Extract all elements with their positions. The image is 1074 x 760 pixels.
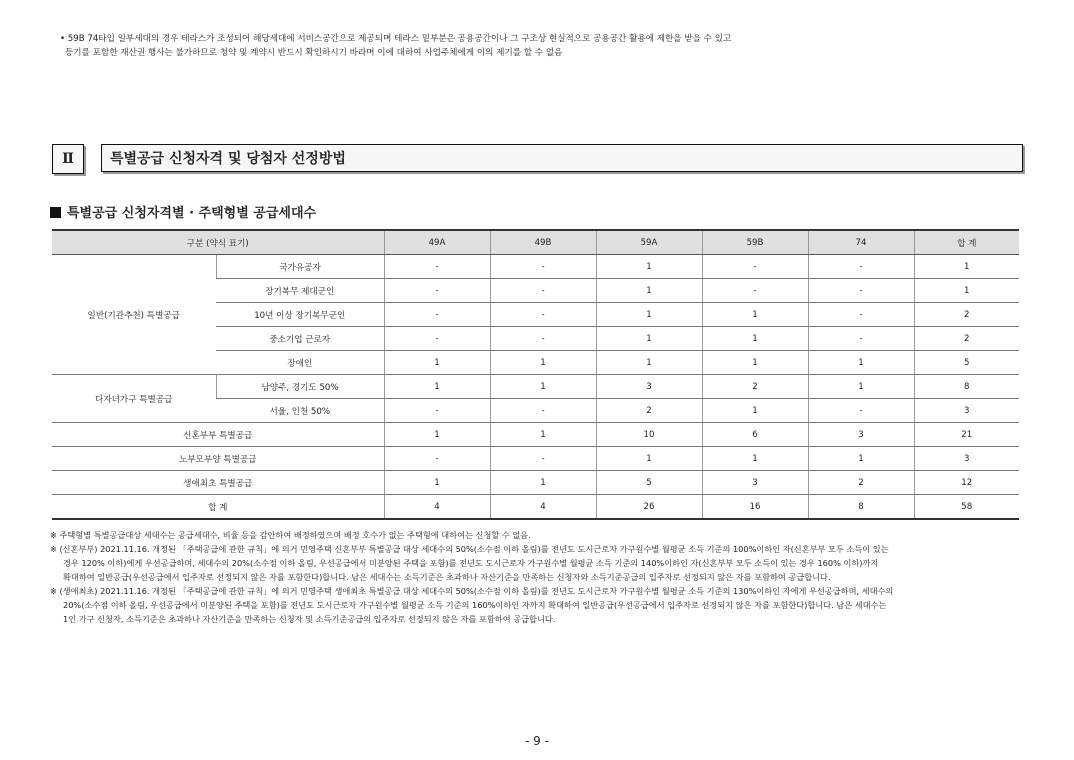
row-label: 생애최초 특별공급 — [52, 471, 384, 495]
cell: 26 — [596, 495, 702, 520]
cell: - — [490, 399, 596, 423]
cell: 16 — [702, 495, 808, 520]
cell: 10 — [596, 423, 702, 447]
cell: - — [384, 447, 490, 471]
square-bullet-icon — [50, 207, 61, 218]
cell: 3 — [914, 399, 1019, 423]
total-label: 합 계 — [52, 495, 384, 520]
supply-table — [52, 229, 1019, 520]
cell: - — [384, 279, 490, 303]
header-59a: 59A — [596, 230, 702, 255]
footnote-3-line-3: 1인 가구 신청자, 소득기준은 초과하나 자산기준을 만족하는 신청자 및 소득기준공급의 입주자로 선정되지 않은 자를 포함하여 공급합니다. — [63, 614, 556, 624]
cell: 1 — [596, 447, 702, 471]
cell: - — [384, 399, 490, 423]
cell: 6 — [702, 423, 808, 447]
cell: 1 — [490, 471, 596, 495]
cell: 1 — [490, 375, 596, 399]
cell: 4 — [490, 495, 596, 520]
cell: 1 — [384, 351, 490, 375]
footnote-2-line-2: 경우 120% 이하)에게 우선공급하며, 세대수의 20%(소수점 이하 올림, 우선공급에서 미분양된 주택을 포함)를 전년도 도시근로자 가구원수별 월평균 소득 기준의 140%이하인 자(신혼부부 모두 소득이 있는 경우 160% 이하)까지 — [63, 558, 879, 568]
cell: 1 — [914, 255, 1019, 279]
cell: - — [490, 327, 596, 351]
cell: 1 — [384, 375, 490, 399]
row-label: 중소기업 근로자 — [216, 327, 384, 351]
cell: 5 — [914, 351, 1019, 375]
footnote-2-line-3: 확대하여 일반공급(우선공급에서 입주자로 선정되지 않은 자를 포함한다)합니다. 남은 세대수는 소득기준은 초과하나 자산기준을 만족하는 신청자와 소득기준공급의 입주자로 선정되지 않은 자를 포함하여 공급합니다. — [63, 572, 831, 582]
cell: 1 — [702, 399, 808, 423]
cell: 1 — [490, 351, 596, 375]
header-74: 74 — [808, 230, 914, 255]
subsection-title — [50, 202, 316, 221]
cell: 1 — [702, 303, 808, 327]
row-label: 서울, 인천 50% — [216, 399, 384, 423]
cell: 2 — [914, 327, 1019, 351]
cell: 1 — [596, 303, 702, 327]
table-row — [52, 423, 1019, 447]
cell: 1 — [596, 279, 702, 303]
cell: 3 — [808, 423, 914, 447]
cell: - — [490, 447, 596, 471]
section-title: 특별공급 신청자격 및 당첨자 선정방법 — [101, 144, 1023, 172]
cell: 4 — [384, 495, 490, 520]
footnote-3-line-1: ※ (생애최초) 2021.11.16. 개정된 「주택공급에 관한 규칙」에 의거 민영주택 생애최초 특별공급 대상 세대수의 50%(소수점 이하 올림)를 전년도 도시근로자 가구원수별 월평균 소득 기준의 130%이하인 자에게 우선공급하며, 세대수의 — [50, 586, 894, 596]
cell: - — [490, 303, 596, 327]
cell: 2 — [596, 399, 702, 423]
cell: 1 — [384, 423, 490, 447]
cell: 1 — [490, 423, 596, 447]
cell: 8 — [808, 495, 914, 520]
footnotes — [50, 528, 1028, 626]
section-number: Ⅱ — [52, 144, 84, 174]
cell: 58 — [914, 495, 1019, 520]
top-note-line-1: • 59B 74타입 일부세대의 경우 테라스가 조성되어 해당세대에 서비스공간으로 제공되며 테라스 밑부분은 공용공간이나 그 구조상 현실적으로 공용공간 활용에 제한을 받을 수 있고 — [60, 34, 732, 44]
cell: 3 — [914, 447, 1019, 471]
table-header-row — [52, 230, 1019, 255]
table-row — [52, 375, 1019, 399]
row-label: 노부모부양 특별공급 — [52, 447, 384, 471]
cell: 1 — [808, 375, 914, 399]
cell: 3 — [702, 471, 808, 495]
table-total-row — [52, 495, 1019, 520]
cell: - — [808, 327, 914, 351]
cell: 2 — [808, 471, 914, 495]
footnote-3-line-2: 20%(소수점 이하 올림, 우선공급에서 미분양된 주택을 포함)를 전년도 도시근로자 가구원수별 월평균 소득 기준의 160%이하인 자까지 확대하여 일반공급(우선공급에서 입주자로 선정되지 않은 자를 포함한다)합니다. 남은 세대수는 — [63, 600, 887, 610]
cell: - — [490, 255, 596, 279]
cell: - — [808, 399, 914, 423]
page-number: - 9 - — [525, 734, 549, 748]
cell: 5 — [596, 471, 702, 495]
cell: 1 — [596, 351, 702, 375]
row-label: 국가유공자 — [216, 255, 384, 279]
cell: - — [490, 279, 596, 303]
cell: 1 — [808, 351, 914, 375]
cell: - — [384, 303, 490, 327]
header-total: 합 계 — [914, 230, 1019, 255]
row-label: 신혼부부 특별공급 — [52, 423, 384, 447]
cell: 1 — [596, 327, 702, 351]
row-label: 장애인 — [216, 351, 384, 375]
cell: - — [808, 255, 914, 279]
cell: 1 — [914, 279, 1019, 303]
cell: - — [808, 279, 914, 303]
header-category: 구분 (약식 표기) — [52, 230, 384, 255]
group-general: 일반(기관추천) 특별공급 — [52, 255, 216, 375]
row-label: 남양주, 경기도 50% — [216, 375, 384, 399]
cell: - — [702, 255, 808, 279]
cell: 1 — [702, 327, 808, 351]
group-multichild: 다자녀가구 특별공급 — [52, 375, 216, 423]
cell: 1 — [702, 447, 808, 471]
subsection-title-text: 특별공급 신청자격별 · 주택형별 공급세대수 — [67, 206, 317, 221]
table-row — [52, 255, 1019, 279]
cell: - — [384, 255, 490, 279]
header-49b: 49B — [490, 230, 596, 255]
cell: 2 — [702, 375, 808, 399]
top-note — [60, 32, 1020, 60]
row-label: 장기복무 제대군인 — [216, 279, 384, 303]
header-49a: 49A — [384, 230, 490, 255]
cell: 1 — [384, 471, 490, 495]
cell: 1 — [808, 447, 914, 471]
cell: 8 — [914, 375, 1019, 399]
cell: - — [702, 279, 808, 303]
cell: 1 — [702, 351, 808, 375]
row-label: 10년 이상 장기복무군인 — [216, 303, 384, 327]
cell: 21 — [914, 423, 1019, 447]
footnote-1: ※ 주택형별 특별공급대상 세대수는 공급세대수, 비율 등을 감안하여 배정하였으며 배정 호수가 없는 주택형에 대하여는 신청할 수 없음. — [50, 530, 531, 540]
cell: - — [808, 303, 914, 327]
header-59b: 59B — [702, 230, 808, 255]
cell: 3 — [596, 375, 702, 399]
cell: 12 — [914, 471, 1019, 495]
top-note-line-2: 등기를 포함한 재산권 행사는 불가하므로 청약 및 계약시 반드시 확인하시기 바라며 이에 대하여 사업주체에게 이의 제기를 할 수 없음 — [65, 48, 563, 58]
cell: 1 — [596, 255, 702, 279]
table-row — [52, 471, 1019, 495]
table-row — [52, 447, 1019, 471]
footnote-2-line-1: ※ (신혼부부) 2021.11.16. 개정된 「주택공급에 관한 규칙」에 의거 민영주택 신혼부부 특별공급 대상 세대수의 50%(소수점 이하 올림)를 전년도 도시근로자 가구원수별 월평균 소득 기준의 100%이하인 자(신혼부부 모두 소득이 있는 — [50, 544, 889, 554]
cell: - — [384, 327, 490, 351]
cell: 2 — [914, 303, 1019, 327]
